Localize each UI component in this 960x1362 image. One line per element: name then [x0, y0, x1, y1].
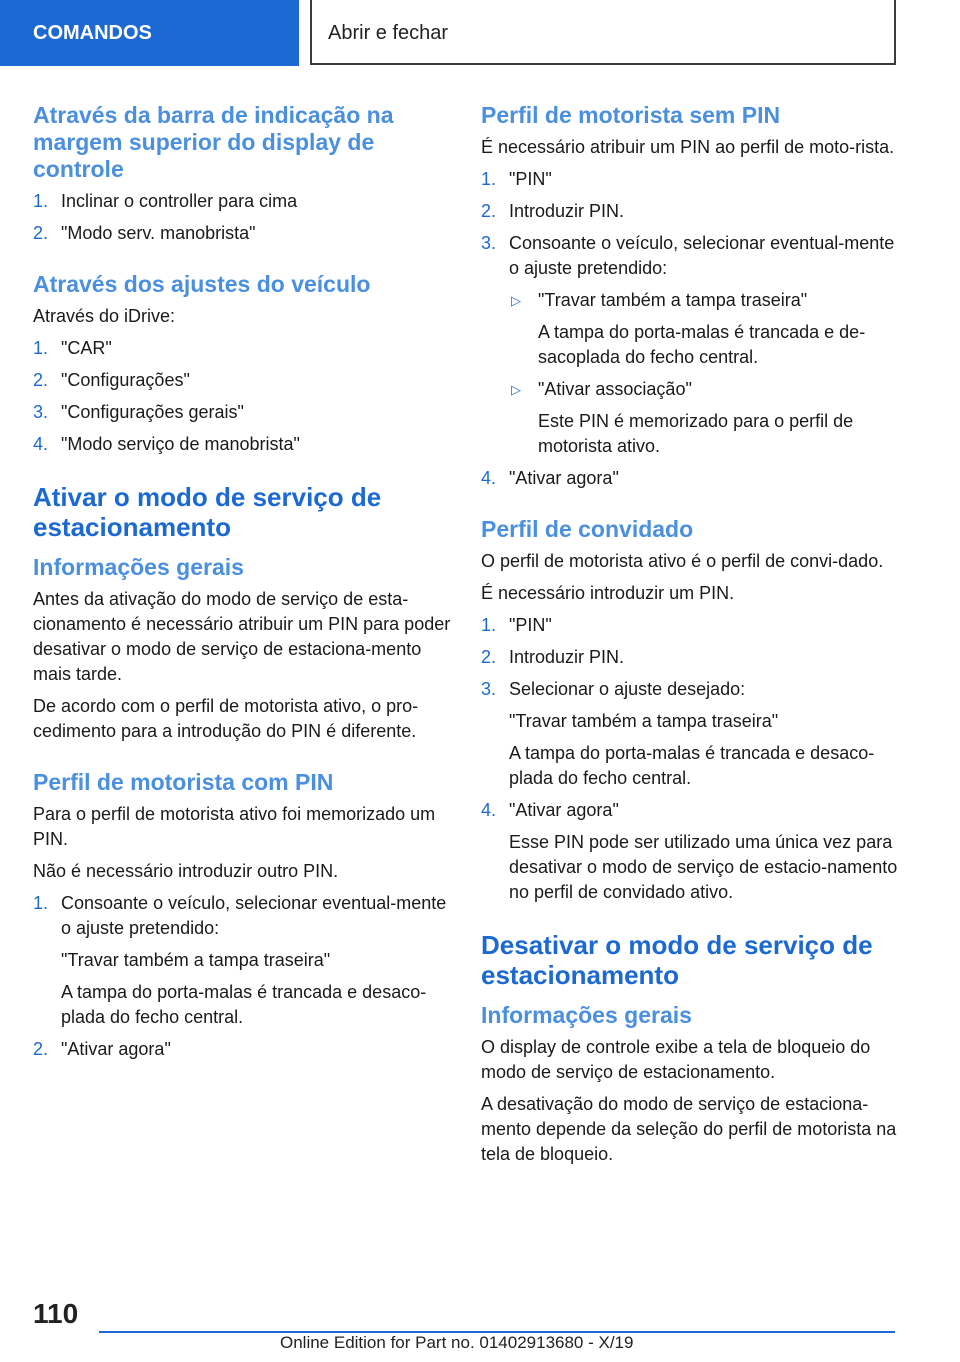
- list-item: [481, 645, 899, 670]
- step-text: "Ativar agora": [509, 468, 619, 488]
- convidado-steps: [481, 613, 899, 905]
- step-number: 3.: [481, 233, 497, 253]
- step-option-desc: A tampa do porta-malas é trancada e desaco-plada do fecho central.: [61, 982, 427, 1027]
- step-text: "PIN": [509, 169, 552, 189]
- heading-desativar: Desativar o modo de serviço de estacionamento: [481, 930, 873, 990]
- bullet-text: "Travar também a tampa traseira": [538, 290, 808, 310]
- step-text: "Ativar agora": [61, 1039, 171, 1059]
- heading-info: Informações gerais: [33, 554, 244, 580]
- list-item: [481, 677, 899, 791]
- info2-paragraph-1: O display de controle exibe a tela de bloqueio do modo de serviço de estacionamento.: [481, 1037, 871, 1082]
- list-item: [481, 167, 899, 192]
- step-text: "Configurações gerais": [61, 402, 244, 422]
- list-item: [33, 368, 451, 393]
- sem-pin-paragraph: É necessário atribuir um PIN ao perfil de moto-rista.: [481, 137, 895, 157]
- info2-paragraph-2: A desativação do modo de serviço de estaciona-mento depende da seleção do perfil de motorista na tela de bloqueio.: [481, 1094, 897, 1164]
- step-number: 3.: [33, 402, 49, 422]
- sem-pin-steps: [481, 167, 899, 491]
- list-item: [481, 798, 899, 905]
- ajustes-intro: Através do iDrive:: [33, 306, 176, 326]
- ajustes-steps: [33, 336, 451, 457]
- list-item: [33, 221, 451, 246]
- bullet-item: [509, 288, 899, 370]
- step-number: 1.: [33, 191, 49, 211]
- step-text: "Modo serviço de manobrista": [61, 434, 300, 454]
- chapter-title: Abrir e fechar: [310, 0, 896, 65]
- step-text: "Modo serv. manobrista": [61, 223, 256, 243]
- conv-paragraph-1: O perfil de motorista ativo é o perfil de convi-dado.: [481, 551, 884, 571]
- bullet-text: "Ativar associação": [538, 379, 692, 399]
- step-text: Inclinar o controller para cima: [61, 191, 298, 211]
- step-number: 1.: [481, 615, 497, 635]
- list-item: [481, 466, 899, 491]
- com-pin-paragraph-1: Para o perfil de motorista ativo foi memorizado um PIN.: [33, 804, 436, 849]
- heading-sem-pin: Perfil de motorista sem PIN: [481, 102, 781, 128]
- heading-convidado: Perfil de convidado: [481, 516, 694, 542]
- step-option: "Travar também a tampa traseira": [509, 711, 779, 731]
- step-text: "Configurações": [61, 370, 190, 390]
- step-number: 2.: [33, 370, 49, 390]
- info-paragraph-1: Antes da ativação do modo de serviço de esta-cionamento é necessário atribuir um PIN para poder desativar o modo de serviço de estaciona-mento mais tarde.: [33, 589, 451, 684]
- com-pin-paragraph-2: Não é necessário introduzir outro PIN.: [33, 861, 339, 881]
- step-number: 2.: [33, 1039, 49, 1059]
- left-column: [33, 102, 451, 1069]
- list-item: [481, 231, 899, 459]
- step-text: Consoante o veículo, selecionar eventual-mente o ajuste pretendido:: [509, 233, 895, 278]
- barra-steps: [33, 189, 451, 246]
- list-item: [33, 891, 451, 1030]
- step-option-desc: A tampa do porta-malas é trancada e desaco-plada do fecho central.: [509, 743, 875, 788]
- bullet-desc: A tampa do porta-malas é trancada e de-sacoplada do fecho central.: [538, 322, 866, 367]
- list-item: [33, 400, 451, 425]
- step-number: 1.: [33, 338, 49, 358]
- step-number: 2.: [481, 201, 497, 221]
- step-text: "PIN": [509, 615, 552, 635]
- list-item: [33, 336, 451, 361]
- step-text: Introduzir PIN.: [509, 201, 625, 221]
- heading-info-2: Informações gerais: [481, 1002, 692, 1028]
- section-tab: COMANDOS: [0, 0, 299, 66]
- info-paragraph-2: De acordo com o perfil de motorista ativo, o pro-cedimento para a introdução do PIN é diferente.: [33, 696, 419, 741]
- triangle-bullet-icon: ▷: [511, 382, 521, 397]
- step-number: 4.: [481, 800, 497, 820]
- list-item: [481, 613, 899, 638]
- step-text: Selecionar o ajuste desejado:: [509, 679, 746, 699]
- step-number: 4.: [481, 468, 497, 488]
- conv-paragraph-2: É necessário introduzir um PIN.: [481, 583, 735, 603]
- list-item: [33, 189, 451, 214]
- step-option: "Travar também a tampa traseira": [61, 950, 331, 970]
- step-number: 3.: [481, 679, 497, 699]
- step-text: Introduzir PIN.: [509, 647, 625, 667]
- step-number: 2.: [33, 223, 49, 243]
- page-header: [0, 0, 960, 66]
- step-number: 2.: [481, 647, 497, 667]
- footer-edition: Online Edition for Part no. 01402913680 - X/19: [280, 1333, 634, 1352]
- heading-ativar: Ativar o modo de serviço de estacionamento: [33, 482, 382, 542]
- step-text: "Ativar agora": [509, 800, 619, 820]
- step-desc: Esse PIN pode ser utilizado uma única vez para desativar o modo de serviço de estacio-namento no perfil de convidado ativo.: [509, 832, 898, 902]
- step-text: "CAR": [61, 338, 112, 358]
- triangle-bullet-icon: ▷: [511, 293, 521, 308]
- list-item: [481, 199, 899, 224]
- step-number: 4.: [33, 434, 49, 454]
- heading-ajustes: Através dos ajustes do veículo: [33, 271, 371, 297]
- heading-com-pin: Perfil de motorista com PIN: [33, 769, 334, 795]
- heading-barra: Através da barra de indicação na margem superior do display de controle: [33, 102, 394, 182]
- page-number: 110: [33, 1298, 79, 1329]
- step-text: Consoante o veículo, selecionar eventual-mente o ajuste pretendido:: [61, 893, 447, 938]
- step-number: 1.: [481, 169, 497, 189]
- bullet-item: [509, 377, 899, 459]
- bullet-desc: Este PIN é memorizado para o perfil de motorista ativo.: [538, 411, 854, 456]
- right-column: [481, 102, 899, 1174]
- com-pin-steps: [33, 891, 451, 1062]
- list-item: [33, 432, 451, 457]
- step-number: 1.: [33, 893, 49, 913]
- list-item: [33, 1037, 451, 1062]
